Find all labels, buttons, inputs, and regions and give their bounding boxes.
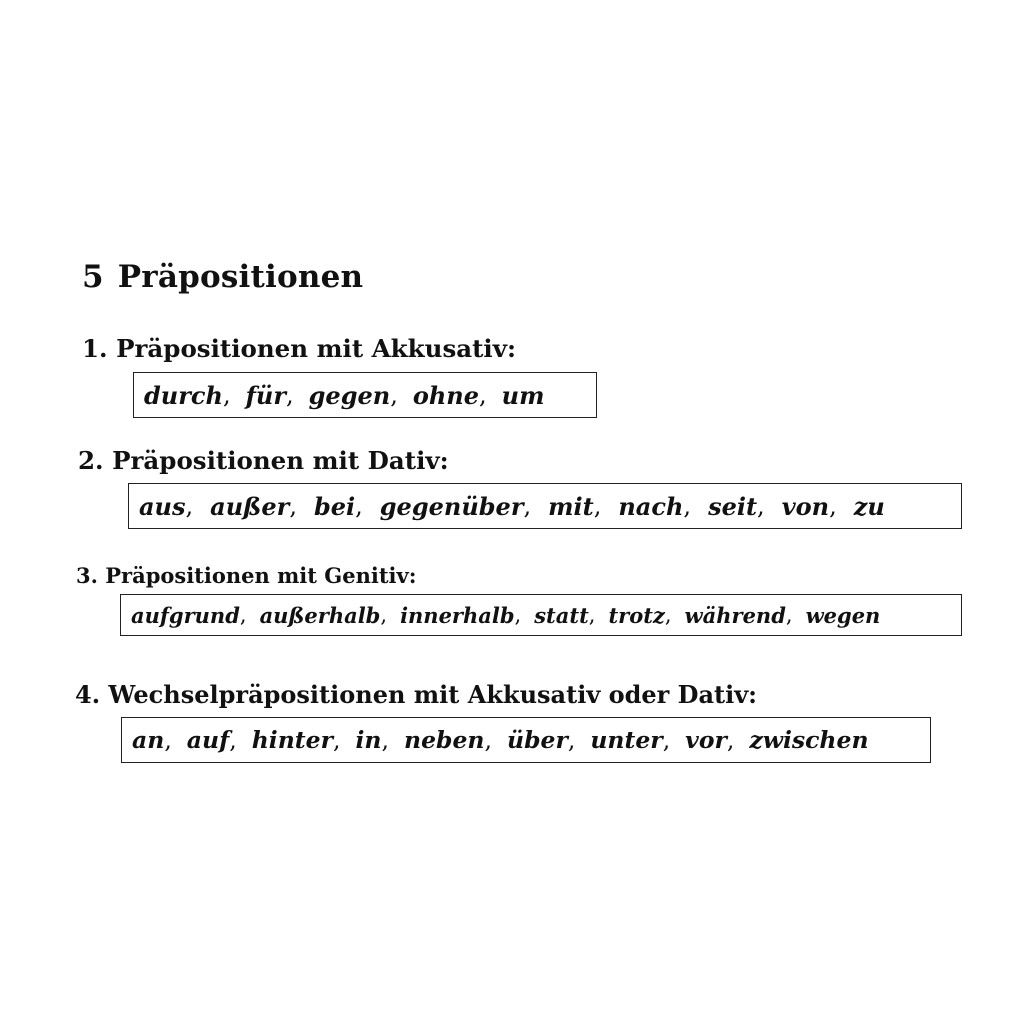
comma-separator: ,: [222, 381, 231, 409]
preposition-word: gegen: [308, 380, 391, 410]
preposition-word: über: [506, 726, 568, 754]
word-box-wechsel: [121, 717, 931, 763]
comma-separator: ,: [683, 492, 692, 520]
preposition-word: statt: [534, 602, 589, 628]
preposition-word: seit: [708, 491, 758, 521]
preposition-word: von: [781, 491, 830, 521]
preposition-word: während: [684, 602, 786, 628]
comma-separator: ,: [664, 603, 672, 627]
comma-separator: ,: [239, 603, 247, 627]
section-heading-dativ: 2. Präpositionen mit Dativ:: [78, 446, 449, 475]
comma-separator: ,: [381, 726, 389, 754]
preposition-word: wegen: [805, 602, 881, 628]
preposition-word: vor: [685, 726, 727, 754]
comma-separator: ,: [390, 381, 398, 409]
comma-separator: ,: [588, 603, 596, 627]
comma-separator: ,: [593, 492, 602, 520]
preposition-word: in: [355, 726, 382, 754]
preposition-word: außerhalb: [259, 602, 381, 628]
comma-separator: ,: [479, 381, 487, 409]
preposition-word: auf: [186, 726, 230, 754]
comma-separator: ,: [355, 492, 363, 520]
preposition-word: mit: [548, 491, 594, 521]
preposition-word: an: [132, 726, 165, 754]
preposition-word: für: [245, 380, 286, 410]
word-box-dativ: [128, 483, 962, 529]
preposition-word: zu: [853, 491, 885, 521]
comma-separator: ,: [185, 492, 194, 520]
preposition-word: innerhalb: [400, 602, 515, 628]
comma-separator: ,: [484, 726, 492, 754]
page-title: [82, 259, 363, 295]
preposition-word: bei: [313, 491, 356, 521]
preposition-word: ohne: [412, 380, 480, 410]
word-box-genitiv: [120, 594, 962, 636]
comma-separator: ,: [785, 603, 793, 627]
comma-separator: ,: [523, 492, 532, 520]
section-heading-genitiv: 3. Präpositionen mit Genitiv:: [76, 563, 417, 588]
comma-separator: ,: [514, 603, 522, 627]
comma-separator: ,: [380, 603, 388, 627]
chapter-number: 5: [82, 259, 104, 295]
comma-separator: ,: [289, 492, 297, 520]
section-heading-akkusativ: 1. Präpositionen mit Akkusativ:: [82, 334, 517, 363]
preposition-word: unter: [590, 726, 663, 754]
comma-separator: ,: [333, 726, 341, 754]
preposition-word: gegenüber: [379, 491, 524, 521]
chapter-title: Präpositionen: [117, 259, 364, 295]
preposition-word: trotz: [608, 602, 665, 628]
preposition-word: außer: [210, 491, 290, 521]
comma-separator: ,: [164, 726, 172, 754]
preposition-word: nach: [618, 491, 684, 521]
preposition-word: aus: [139, 491, 186, 521]
comma-separator: ,: [662, 726, 671, 754]
comma-separator: ,: [286, 381, 294, 409]
preposition-word: durch: [144, 380, 223, 410]
comma-separator: ,: [829, 492, 837, 520]
preposition-word: hinter: [251, 726, 333, 754]
comma-separator: ,: [757, 492, 765, 520]
comma-separator: ,: [229, 726, 237, 754]
preposition-word: um: [501, 380, 545, 410]
preposition-word: aufgrund: [131, 602, 240, 628]
word-box-akkusativ: [133, 372, 597, 418]
preposition-word: zwischen: [749, 726, 869, 754]
section-heading-wechsel: 4. Wechselpräpositionen mit Akkusativ oder Dativ:: [75, 680, 758, 709]
comma-separator: ,: [726, 726, 735, 754]
preposition-word: neben: [403, 726, 485, 754]
comma-separator: ,: [567, 726, 576, 754]
